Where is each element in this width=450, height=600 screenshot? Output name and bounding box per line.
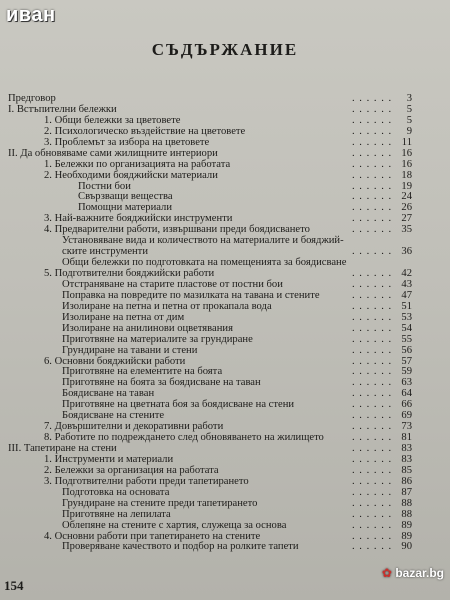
toc-entry: [8, 149, 412, 160]
toc-entry-page: 73: [401, 421, 412, 433]
toc-entry-page: 83: [401, 443, 412, 454]
toc-leader-dots: . . . . . .: [352, 508, 393, 520]
toc-entry-page: 87: [401, 486, 412, 498]
toc-entry-title: 3. Най-важните бояджийски инструменти: [44, 213, 233, 225]
toc-entry-title: 2. Необходими бояджийски материали: [44, 169, 218, 181]
toc-entry-page: 81: [401, 432, 412, 444]
toc-entry-page: 83: [401, 453, 412, 465]
toc-entry-title: Боядисване на стените: [62, 410, 165, 422]
toc-entry-page: 47: [401, 289, 412, 301]
toc-leader-dots: . . . . . .: [352, 246, 393, 258]
toc-entry-page: 5: [406, 114, 412, 126]
toc-entry-page: 57: [401, 355, 412, 367]
toc-entry-page: 26: [401, 202, 412, 214]
toc-entry-title: 2. Психологическо въздействие на цветовете: [44, 125, 246, 137]
toc-entry: [8, 542, 412, 553]
toc-entry-title: 1. Инструменти и материали: [44, 453, 174, 465]
toc-leader-dots: . . . . . .: [352, 377, 393, 389]
toc-leader-dots: . . . . . .: [352, 268, 393, 279]
toc-entry-title: Изолиране на анилинови оцветявания: [62, 322, 233, 334]
toc-entry-page: 59: [401, 366, 412, 378]
toc-entry-title: Приготвяне на боята за боядисване на таван: [62, 377, 261, 389]
toc-entry-title: Подготовка на основата: [62, 486, 170, 498]
toc-leader-dots: . . . . . .: [352, 366, 393, 378]
logo: [382, 566, 444, 580]
toc-entry: [8, 324, 412, 335]
table-of-contents: [8, 94, 412, 553]
toc-entry: [8, 499, 412, 510]
toc-entry-page: 54: [401, 322, 412, 334]
toc-entry-title: 5. Подготвителни бояджийски работи: [44, 268, 215, 279]
toc-entry-title: ските инструменти: [62, 246, 148, 258]
toc-entry-title: Помощни материали: [78, 202, 172, 214]
toc-entry-title: 3. Проблемът за избора на цветовете: [44, 136, 210, 148]
toc-entry-title: Отстраняване на старите пластове от постни бои: [62, 278, 283, 290]
toc-leader-dots: . . . . . .: [352, 475, 393, 487]
toc-entry-title: Облепяне на стените с хартия, служеща за основа: [62, 519, 287, 531]
toc-entry: [8, 346, 412, 357]
toc-entry-title: 3. Подготвителни работи преди тапетирането: [44, 475, 249, 487]
toc-leader-dots: . . . . . .: [352, 432, 393, 444]
toc-entry-title: Постни бои: [78, 180, 131, 192]
toc-entry-page: 56: [401, 344, 412, 356]
toc-entry-page: 86: [401, 475, 412, 487]
toc-leader-dots: . . . . . .: [352, 464, 393, 476]
toc-entry-page: 69: [401, 410, 412, 422]
toc-leader-dots: . . . . . .: [352, 322, 393, 334]
toc-entry-title: Приготвяне на цветната боя за боядисване на стени: [62, 399, 295, 411]
toc-entry-page: 55: [401, 333, 412, 345]
toc-entry-title: 4. Предварителни работи, извършвани преди боядисването: [44, 224, 310, 236]
toc-entry-page: 24: [401, 191, 412, 203]
toc-entry-page: 18: [401, 169, 412, 181]
toc-leader-dots: . . . . . .: [352, 300, 393, 312]
toc-entry-title: Приготвяне на лепилата: [62, 508, 171, 520]
toc-leader-dots: . . . . . .: [352, 224, 393, 236]
toc-leader-dots: . . . . . .: [352, 158, 393, 170]
toc-leader-dots: . . . . . .: [352, 103, 393, 115]
toc-entry-title: Общи бележки по подготовката на помещенията за боядисване: [62, 257, 347, 269]
toc-entry-title: 6. Основни бояджийски работи: [44, 355, 186, 367]
toc-leader-dots: . . . . . .: [352, 355, 393, 367]
toc-leader-dots: . . . . . .: [352, 421, 393, 433]
toc-entry-page: 3: [406, 93, 412, 104]
page-title: СЪДЪРЖАНИЕ: [151, 40, 299, 59]
toc-leader-dots: . . . . . .: [352, 311, 393, 323]
toc-entry-page: 51: [401, 300, 412, 312]
toc-entry-page: 64: [401, 388, 412, 400]
logo-text: bazar.bg: [395, 566, 444, 580]
page-number: [4, 578, 24, 594]
toc-leader-dots: . . . . . .: [352, 202, 393, 214]
toc-entry-page: 11: [401, 136, 412, 148]
toc-entry-title: Грундиране на стените преди тапетирането: [62, 497, 258, 509]
toc-entry-page: 53: [401, 311, 412, 323]
toc-leader-dots: . . . . . .: [352, 169, 393, 181]
toc-entry: [8, 521, 412, 532]
toc-entry-page: 63: [401, 377, 412, 389]
toc-leader-dots: . . . . . .: [352, 344, 393, 356]
logo-mark-icon: ✿: [381, 566, 392, 580]
toc-entry-page: 66: [401, 399, 412, 411]
toc-entry-page: 27: [401, 213, 412, 225]
toc-entry-title: Изолиране на петна и петна от прокапала вода: [62, 300, 272, 312]
toc-entry-page: 89: [401, 519, 412, 531]
toc-entry-page: 5: [406, 103, 412, 115]
toc-entry: [8, 160, 412, 171]
toc-entry-title: Поправка на повредите по мазилката на тавана и стените: [62, 289, 320, 301]
toc-leader-dots: . . . . . .: [352, 399, 393, 411]
toc-entry-title: I. Встъпителни бележки: [8, 103, 117, 115]
toc-entry-page: 85: [401, 464, 412, 476]
toc-entry-page: 88: [401, 497, 412, 509]
toc-leader-dots: . . . . . .: [352, 93, 393, 104]
toc-entry-title: Установяване вида и количеството на материалите и бояджий-: [62, 235, 344, 247]
toc-entry-page: 16: [401, 158, 412, 170]
toc-entry-title: 2. Бележки за организация на работата: [44, 464, 219, 476]
toc-leader-dots: . . . . . .: [352, 410, 393, 422]
toc-leader-dots: . . . . . .: [352, 278, 393, 290]
toc-leader-dots: . . . . . .: [352, 530, 393, 542]
toc-leader-dots: . . . . . .: [352, 541, 393, 553]
toc-entry-page: 16: [401, 147, 412, 159]
toc-leader-dots: . . . . . .: [352, 453, 393, 465]
toc-entry-page: 36: [401, 246, 412, 258]
toc-entry-page: 88: [401, 508, 412, 520]
toc-leader-dots: . . . . . .: [352, 333, 393, 345]
toc-entry-page: 89: [401, 530, 412, 542]
toc-entry-page: 42: [401, 268, 412, 279]
toc-entry-title: Изолиране на петна от дим: [62, 311, 185, 323]
toc-leader-dots: . . . . . .: [352, 388, 393, 400]
toc-entry-title: II. Да обновяваме сами жилищните интериори: [8, 147, 218, 159]
toc-entry-page: 9: [406, 125, 412, 137]
toc-entry-page: 35: [401, 224, 412, 236]
toc-entry-title: 7. Довършителни и декоративни работи: [44, 421, 224, 433]
toc-entry-title: Грундиране на тавани и стени: [62, 344, 198, 356]
toc-entry: [8, 335, 412, 346]
toc-leader-dots: . . . . . .: [352, 486, 393, 498]
toc-entry-page: 19: [401, 180, 412, 192]
toc-entry-title: III. Тапетиране на стени: [8, 443, 117, 454]
toc-leader-dots: . . . . . .: [352, 125, 393, 137]
page-number-value: 154: [4, 578, 24, 593]
toc-leader-dots: . . . . . .: [352, 180, 393, 192]
toc-leader-dots: . . . . . .: [352, 213, 393, 225]
toc-leader-dots: . . . . . .: [352, 114, 393, 126]
toc-leader-dots: . . . . . .: [352, 136, 393, 148]
toc-entry-title: Приготвяне на елементите на боята: [62, 366, 223, 378]
toc-entry-title: Свързващи вещества: [78, 191, 173, 203]
toc-entry: [8, 510, 412, 521]
toc-leader-dots: . . . . . .: [352, 289, 393, 301]
toc-leader-dots: . . . . . .: [352, 191, 393, 203]
toc-entry-title: Приготвяне на материалите за грундиране: [62, 333, 253, 345]
toc-leader-dots: . . . . . .: [352, 497, 393, 509]
toc-entry: [8, 171, 412, 182]
toc-entry-title: Боядисване на таван: [62, 388, 155, 400]
toc-leader-dots: . . . . . .: [352, 519, 393, 531]
toc-entry-page: 43: [401, 278, 412, 290]
toc-entry-title: 4. Основни работи при тапетирането на стените: [44, 530, 261, 542]
watermark: иван: [6, 4, 56, 26]
toc-entry-title: 8. Работите по подреждането след обновяването на жилището: [44, 432, 324, 444]
toc-entry-title: 1. Бележки по организацията на работата: [44, 158, 231, 170]
toc-leader-dots: . . . . . .: [352, 443, 393, 454]
toc-entry-title: 1. Общи бележки за цветовете: [44, 114, 181, 126]
toc-leader-dots: . . . . . .: [352, 147, 393, 159]
toc-entry-title: Проверяване качеството и подбор на ролките тапети: [62, 541, 299, 553]
toc-entry-page: 90: [401, 541, 412, 553]
toc-entry-title: Предговор: [8, 93, 56, 104]
